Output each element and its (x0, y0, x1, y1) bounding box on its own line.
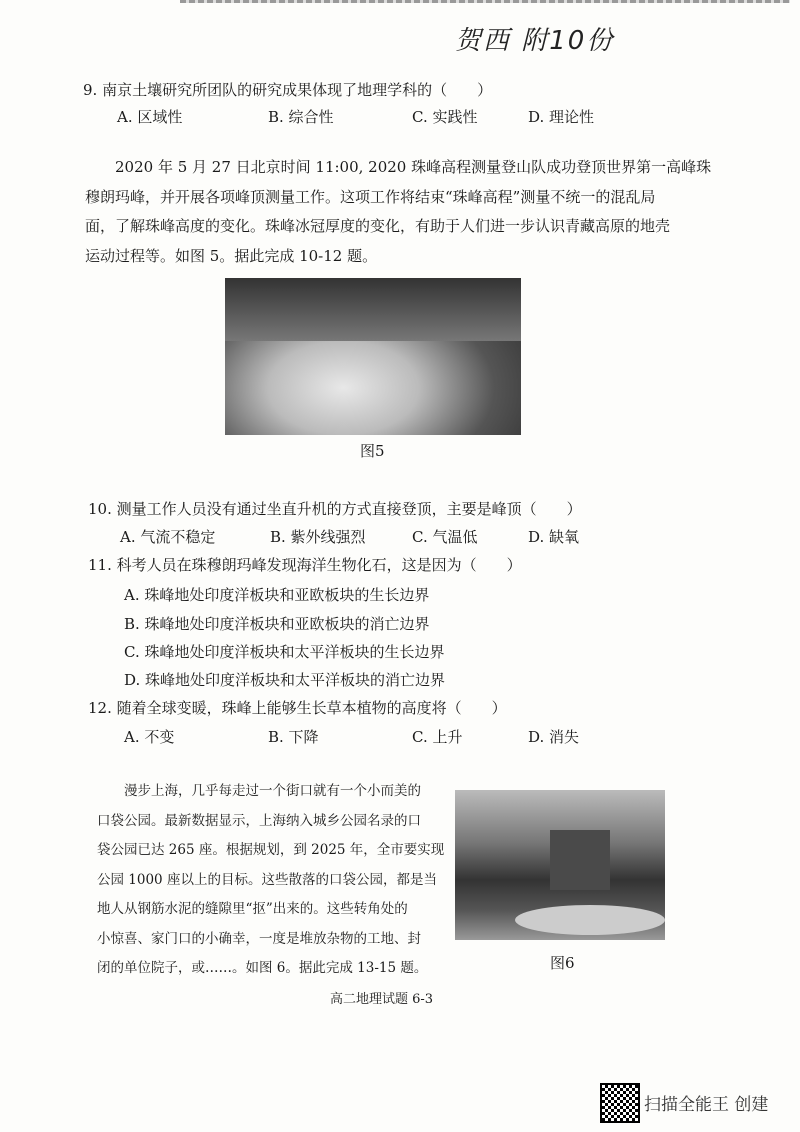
question-12-stem: 12. 随着全球变暖，珠峰上能够生长草本植物的高度将（ ） (88, 699, 507, 717)
q12-option-b: B. 下降 (268, 728, 319, 746)
figure-6-photo (455, 790, 665, 940)
passage-line: 地人从钢筋水泥的缝隙里“抠”出来的。这些转角处的 (97, 901, 408, 917)
handwritten-note: 贺西 附10份 (455, 26, 615, 56)
scan-edge-line (180, 0, 790, 3)
q11-option-a: A. 珠峰地处印度洋板块和亚欧板块的生长边界 (124, 586, 430, 604)
passage-line: 小惊喜、家门口的小确幸，一度是堆放杂物的工地、封 (97, 930, 421, 947)
passage-line: 2020 年 5 月 27 日北京时间 11:00, 2020 珠峰高程测量登山队成功登顶世界第一高峰珠 (115, 158, 712, 176)
figure-6-caption: 图6 (550, 954, 575, 972)
passage-line: 漫步上海，几乎每走过一个街口就有一个小而美的 (97, 783, 421, 799)
qr-code-icon (600, 1083, 640, 1123)
passage-pocket-parks (97, 777, 447, 984)
q9-option-b: B. 综合性 (268, 108, 334, 126)
passage-line: 公园 1000 座以上的目标。这些散落的口袋公园，都是当 (97, 871, 437, 888)
q9-option-d: D. 理论性 (528, 108, 595, 126)
q9-option-a: A. 区域性 (117, 108, 183, 126)
question-10-stem: 10. 测量工作人员没有通过坐直升机的方式直接登顶，主要是峰顶（ ） (88, 500, 582, 518)
q10-option-d: D. 缺氧 (528, 528, 580, 546)
q11-option-c: C. 珠峰地处印度洋板块和太平洋板块的生长边界 (124, 643, 445, 661)
passage-line: 穆朗玛峰，并开展各项峰顶测量工作。这项工作将结束“珠峰高程”测量不统一的混乱局 (85, 187, 656, 206)
q9-option-c: C. 实践性 (412, 108, 478, 126)
q12-option-c: C. 上升 (412, 728, 463, 746)
passage-line: 面，了解珠峰高度的变化。珠峰冰冠厚度的变化，有助于人们进一步认识青藏高原的地壳 (85, 217, 671, 235)
scanner-watermark: 扫描全能王 创建 (644, 1095, 769, 1115)
passage-line: 闭的单位院子，或……。如图 6。据此完成 13-15 题。 (97, 960, 428, 976)
passage-line: 袋公园已达 265 座。根据规划，到 2025 年，全市要实现 (97, 842, 445, 858)
figure-5-photo (225, 278, 521, 435)
q12-option-a: A. 不变 (124, 728, 175, 746)
passage-line: 口袋公园。最新数据显示，上海纳入城乡公园名录的口 (97, 812, 421, 829)
question-9-stem: 9. 南京土壤研究所团队的研究成果体现了地理学科的（ ） (83, 81, 493, 99)
passage-line: 运动过程等。如图 5。据此完成 10-12 题。 (85, 246, 378, 265)
q11-option-d: D. 珠峰地处印度洋板块和太平洋板块的消亡边界 (124, 671, 446, 689)
q11-option-b: B. 珠峰地处印度洋板块和亚欧板块的消亡边界 (124, 615, 430, 633)
figure-5-caption: 图5 (360, 442, 385, 460)
passage-everest (85, 153, 711, 271)
q10-option-b: B. 紫外线强烈 (270, 528, 366, 546)
q12-option-d: D. 消失 (528, 728, 580, 746)
page-footer: 高二地理试题 6-3 (330, 992, 434, 1007)
q10-option-c: C. 气温低 (412, 528, 478, 546)
question-11-stem: 11. 科考人员在珠穆朗玛峰发现海洋生物化石，这是因为（ ） (88, 556, 522, 574)
q10-option-a: A. 气流不稳定 (120, 528, 216, 546)
